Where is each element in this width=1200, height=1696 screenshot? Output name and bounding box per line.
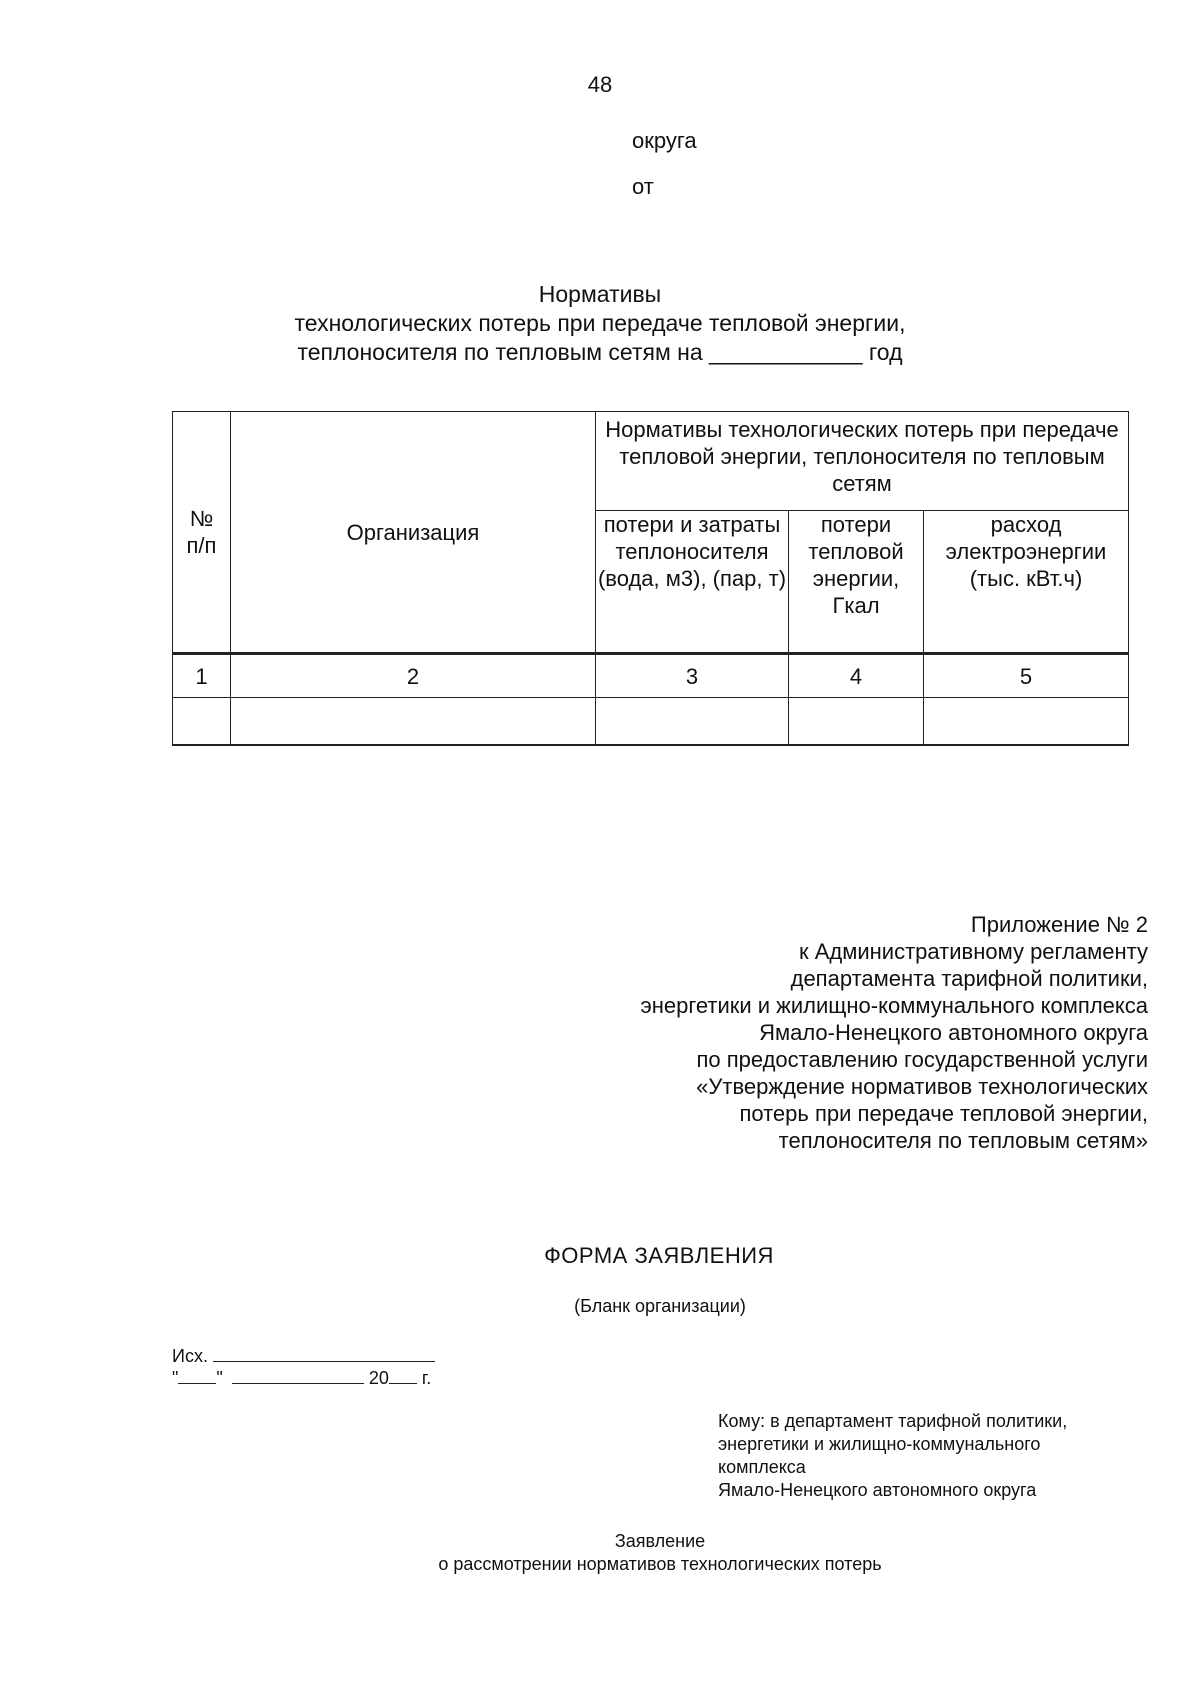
date-year-prefix: 20 xyxy=(368,1368,389,1388)
empty-cell xyxy=(789,698,924,746)
column-number: 1 xyxy=(173,654,231,698)
statement-title xyxy=(300,1530,1020,1576)
addressee-block xyxy=(718,1410,1148,1502)
norms-title-line: Нормативы xyxy=(538,281,662,307)
norms-title-line: теплоносителя по тепловым сетям на ____________ год xyxy=(297,339,903,365)
outgoing-ref-label: Исх. xyxy=(172,1346,208,1366)
page-number: 48 xyxy=(587,72,613,97)
subheader-coolant-losses: потери и затраты теплоносителя (вода, м3), (пар, т) xyxy=(596,511,789,654)
date-open-quote: " xyxy=(172,1368,179,1388)
header-fragment-okruga: округа xyxy=(632,128,697,153)
subheader-heat-losses: потери тепловой энергии, Гкал xyxy=(789,511,924,654)
empty-cell xyxy=(924,698,1129,746)
appendix-line: Ямало-Ненецкого автономного округа xyxy=(759,1020,1148,1045)
form-title: ФОРМА ЗАЯВЛЕНИЯ xyxy=(544,1243,774,1268)
appendix-header xyxy=(560,911,1148,1154)
column-number: 3 xyxy=(596,654,789,698)
appendix-line: энергетики и жилищно-коммунального комплекса xyxy=(640,993,1148,1018)
header-fragment-ot: от xyxy=(632,174,654,199)
norms-title-line: технологических потерь при передаче тепловой энергии, xyxy=(294,310,906,336)
statement-title-line: Заявление xyxy=(614,1531,706,1551)
norms-table xyxy=(172,411,1129,746)
date-year-suffix: г. xyxy=(421,1368,432,1388)
addressee-line: комплекса xyxy=(718,1457,806,1477)
subheader-electricity-consumption: расход электроэнергии (тыс. кВт.ч) xyxy=(924,511,1129,654)
empty-cell xyxy=(596,698,789,746)
outgoing-ref-blank[interactable] xyxy=(213,1345,435,1362)
table-row xyxy=(173,698,1129,746)
date-year-blank[interactable] xyxy=(389,1367,417,1384)
appendix-line: теплоносителя по тепловым сетям» xyxy=(778,1128,1148,1153)
addressee-line: Кому: в департамент тарифной политики, xyxy=(718,1411,1068,1431)
column-number: 5 xyxy=(924,654,1129,698)
addressee-line: Ямало-Ненецкого автономного округа xyxy=(718,1480,1037,1500)
column-number: 2 xyxy=(231,654,596,698)
header-col-no: № п/п xyxy=(173,412,231,654)
column-number: 4 xyxy=(789,654,924,698)
empty-cell xyxy=(231,698,596,746)
empty-cell xyxy=(173,698,231,746)
organization-letterhead-label: (Бланк организации) xyxy=(574,1296,746,1316)
appendix-line: Приложение № 2 xyxy=(970,912,1148,937)
date-month-blank[interactable] xyxy=(232,1367,364,1384)
statement-title-line: о рассмотрении нормативов технологических потерь xyxy=(438,1554,882,1574)
appendix-line: к Административному регламенту xyxy=(798,939,1148,964)
header-group-norms: Нормативы технологических потерь при передаче тепловой энергии, теплоносителя по тепловым сетям xyxy=(596,412,1129,511)
header-col-organization: Организация xyxy=(231,412,596,654)
appendix-line: «Утверждение нормативов технологических xyxy=(696,1074,1148,1099)
date-close-quote: " xyxy=(216,1368,223,1388)
norms-title xyxy=(200,280,1000,367)
appendix-line: департамента тарифной политики, xyxy=(790,966,1148,991)
addressee-line: энергетики и жилищно-коммунального xyxy=(718,1434,1041,1454)
appendix-line: потерь при передаче тепловой энергии, xyxy=(739,1101,1148,1126)
outgoing-reference xyxy=(172,1345,435,1389)
date-day-blank[interactable] xyxy=(178,1367,216,1384)
appendix-line: по предоставлению государственной услуги xyxy=(696,1047,1148,1072)
